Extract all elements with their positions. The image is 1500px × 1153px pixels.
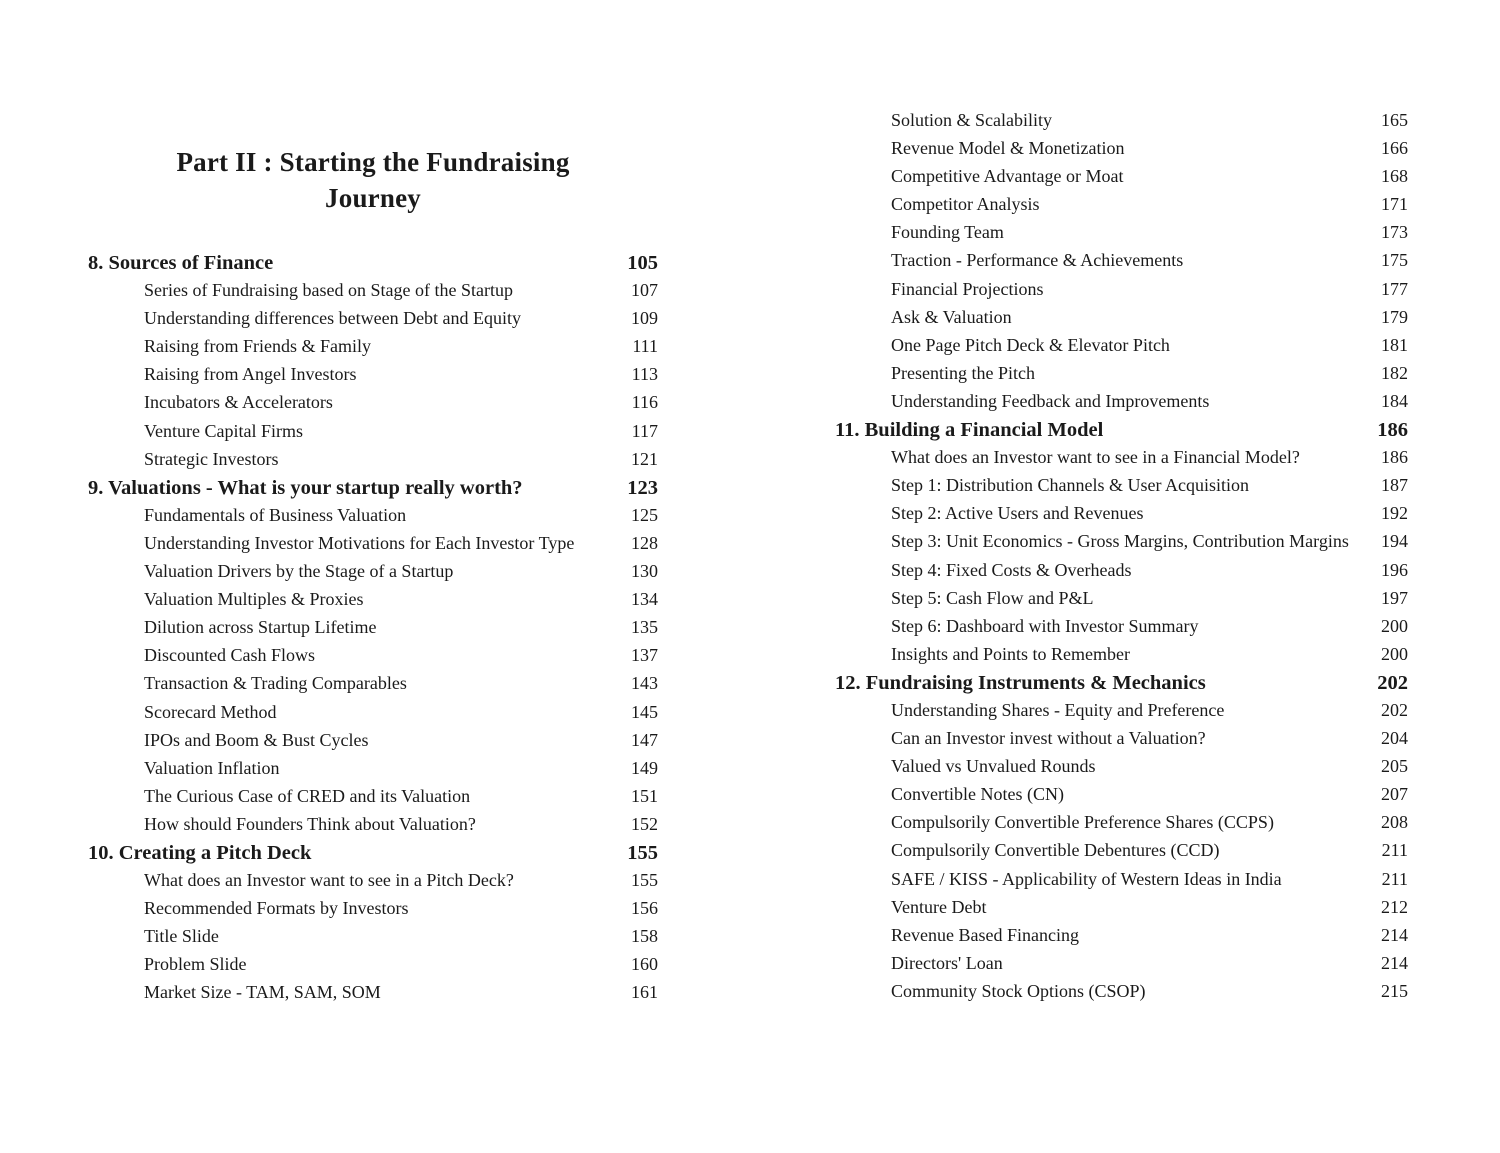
toc-item-title: Can an Investor invest without a Valuation? [891, 728, 1206, 749]
toc-page-number: 111 [632, 336, 658, 357]
toc-item-row [835, 138, 1408, 166]
toc-item-title: Understanding differences between Debt and Equity [144, 308, 522, 329]
toc-chapter-title: 9. Valuations - What is your startup really worth? [88, 476, 523, 499]
toc-item-title: Convertible Notes (CN) [891, 784, 1064, 805]
toc-item-title: Founding Team [891, 222, 1004, 243]
toc-item-title: Title Slide [144, 926, 219, 947]
toc-item-title: Step 2: Active Users and Revenues [891, 503, 1144, 524]
toc-page-number: 182 [1381, 362, 1408, 383]
toc-page-number: 179 [1381, 306, 1408, 327]
toc-item-row [88, 336, 658, 364]
toc-page-number: 116 [631, 392, 658, 413]
toc-item-row [88, 280, 658, 308]
toc-page-number: 205 [1381, 756, 1408, 777]
toc-item-title: Community Stock Options (CSOP) [891, 980, 1146, 1001]
toc-page-number: 128 [631, 532, 658, 553]
toc-item-title: Step 6: Dashboard with Investor Summary [891, 615, 1199, 636]
toc-item-title: Directors' Loan [891, 952, 1003, 973]
toc-item-row [835, 953, 1408, 981]
toc-item-row [835, 279, 1408, 307]
toc-item-row [835, 531, 1408, 559]
toc-item-row [88, 364, 658, 392]
toc-item-title: Valued vs Unvalued Rounds [891, 756, 1096, 777]
toc-page-number: 166 [1381, 138, 1408, 159]
toc-item-row [88, 954, 658, 982]
toc-item-row [88, 786, 658, 814]
toc-page-number: 107 [631, 280, 658, 301]
toc-page-number: 171 [1381, 194, 1408, 215]
toc-item-row [88, 730, 658, 758]
toc-page-number: 200 [1381, 615, 1408, 636]
toc-chapter-title: 12. Fundraising Instruments & Mechanics [835, 671, 1206, 694]
toc-page-number: 173 [1381, 222, 1408, 243]
toc-item-row [835, 560, 1408, 588]
toc-page-number: 152 [631, 813, 658, 834]
toc-item-row [835, 897, 1408, 925]
toc-page-number: 181 [1381, 334, 1408, 355]
toc-item-title: Recommended Formats by Investors [144, 898, 409, 919]
toc-page-number: 160 [631, 954, 658, 975]
toc-item-title: The Curious Case of CRED and its Valuation [144, 785, 471, 806]
toc-item-row [88, 814, 658, 842]
toc-page-number: 121 [631, 448, 658, 469]
toc-item-row [88, 308, 658, 336]
toc-item-title: Valuation Drivers by the Stage of a Startup [144, 561, 454, 582]
toc-chapter-row [88, 842, 658, 870]
toc-page-number: 145 [631, 701, 658, 722]
toc-page-number: 165 [1381, 110, 1408, 130]
toc-item-row [835, 250, 1408, 278]
toc-item-row [88, 505, 658, 533]
toc-left-column [88, 252, 658, 1011]
toc-item-row [835, 503, 1408, 531]
toc-item-title: How should Founders Think about Valuation? [144, 813, 476, 834]
toc-page-number: 175 [1381, 250, 1408, 271]
toc-right-column [835, 110, 1408, 1009]
toc-item-title: Step 5: Cash Flow and P&L [891, 587, 1094, 608]
toc-item-row [835, 616, 1408, 644]
toc-item-row [835, 981, 1408, 1009]
toc-item-title: Raising from Angel Investors [144, 364, 357, 385]
toc-page-number: 177 [1381, 278, 1408, 299]
toc-item-row [88, 645, 658, 673]
toc-item-title: IPOs and Boom & Bust Cycles [144, 729, 369, 750]
toc-item-title: Understanding Feedback and Improvements [891, 390, 1210, 411]
toc-item-title: Problem Slide [144, 954, 247, 975]
toc-item-title: What does an Investor want to see in a Pitch Deck? [144, 870, 514, 891]
toc-item-row [835, 391, 1408, 419]
toc-page-number: 135 [631, 617, 658, 638]
toc-page-number: 105 [627, 252, 658, 274]
toc-page-number: 204 [1381, 728, 1408, 749]
toc-chapter-row [835, 419, 1408, 447]
toc-item-row [88, 589, 658, 617]
toc-page-number: 192 [1381, 503, 1408, 524]
toc-item-row [88, 982, 658, 1010]
toc-chapter-title: 10. Creating a Pitch Deck [88, 841, 312, 864]
toc-page-number: 200 [1381, 643, 1408, 664]
toc-page-number: 202 [1381, 699, 1408, 720]
toc-page-number: 215 [1381, 980, 1408, 1001]
toc-page-number: 211 [1381, 868, 1408, 889]
toc-item-title: Compulsorily Convertible Debentures (CCD) [891, 840, 1220, 861]
toc-item-title: Step 3: Unit Economics - Gross Margins, Contribution Margins [891, 531, 1349, 552]
toc-item-title: Competitive Advantage or Moat [891, 166, 1124, 187]
toc-page-number: 211 [1381, 840, 1408, 861]
part-title-line2: Journey [325, 183, 421, 213]
part-title-line1: Part II : Starting the Fundraising [176, 147, 570, 177]
toc-item-row [88, 758, 658, 786]
toc-page-number: 125 [631, 504, 658, 525]
toc-page-number: 143 [631, 673, 658, 694]
toc-page-number: 149 [631, 757, 658, 778]
toc-page-number: 113 [631, 364, 658, 385]
toc-item-row [835, 812, 1408, 840]
toc-item-title: Compulsorily Convertible Preference Shares (CCPS) [891, 812, 1274, 833]
toc-page-number: 130 [631, 561, 658, 582]
toc-item-row [835, 869, 1408, 897]
toc-page-number: 137 [631, 645, 658, 666]
toc-item-row [835, 756, 1408, 784]
toc-item-row [88, 561, 658, 589]
toc-chapter-row [88, 252, 658, 280]
toc-item-title: Venture Capital Firms [144, 420, 303, 441]
toc-item-title: Incubators & Accelerators [144, 392, 333, 413]
toc-item-row [835, 925, 1408, 953]
toc-item-row [835, 700, 1408, 728]
toc-chapter-row [88, 477, 658, 505]
toc-item-row [835, 222, 1408, 250]
toc-item-row [835, 110, 1408, 138]
toc-page-number: 158 [631, 926, 658, 947]
toc-item-row [88, 898, 658, 926]
toc-item-title: Competitor Analysis [891, 194, 1040, 215]
toc-page-number: 161 [631, 982, 658, 1003]
toc-item-row [835, 194, 1408, 222]
toc-item-row [835, 588, 1408, 616]
toc-item-title: Traction - Performance & Achievements [891, 250, 1184, 271]
part-title [88, 144, 658, 216]
toc-page-number: 109 [631, 308, 658, 329]
toc-item-row [88, 421, 658, 449]
toc-item-title: Dilution across Startup Lifetime [144, 617, 377, 638]
toc-item-title: Scorecard Method [144, 701, 277, 722]
toc-chapter-title: 11. Building a Financial Model [835, 419, 1104, 442]
toc-page-number: 156 [631, 898, 658, 919]
toc-item-row [88, 617, 658, 645]
toc-item-title: Revenue Model & Monetization [891, 138, 1125, 159]
toc-page-number: 212 [1381, 896, 1408, 917]
toc-page-number: 187 [1381, 475, 1408, 496]
toc-page-number: 155 [631, 870, 658, 891]
toc-chapter-title: 8. Sources of Finance [88, 252, 274, 274]
toc-page-number: 123 [627, 476, 658, 499]
toc-item-row [835, 840, 1408, 868]
toc-item-title: Strategic Investors [144, 448, 279, 469]
toc-page-number: 197 [1381, 587, 1408, 608]
toc-item-row [835, 784, 1408, 812]
toc-item-title: Valuation Inflation [144, 757, 280, 778]
toc-item-title: Understanding Shares - Equity and Preference [891, 699, 1225, 720]
toc-item-title: Revenue Based Financing [891, 924, 1079, 945]
toc-item-row [88, 870, 658, 898]
toc-page-number: 134 [631, 589, 658, 610]
toc-item-title: Financial Projections [891, 278, 1044, 299]
toc-page-number: 186 [1381, 447, 1408, 468]
toc-page-number: 184 [1381, 390, 1408, 411]
toc-item-title: One Page Pitch Deck & Elevator Pitch [891, 334, 1170, 355]
toc-item-title: Raising from Friends & Family [144, 336, 371, 357]
toc-page-number: 214 [1381, 952, 1408, 973]
toc-item-title: What does an Investor want to see in a Financial Model? [891, 447, 1300, 468]
toc-item-row [88, 449, 658, 477]
toc-item-row [835, 475, 1408, 503]
toc-item-row [835, 447, 1408, 475]
toc-item-title: Series of Fundraising based on Stage of the Startup [144, 280, 513, 301]
toc-item-row [88, 673, 658, 701]
toc-page-number: 147 [631, 729, 658, 750]
toc-item-row [88, 533, 658, 561]
toc-item-title: Solution & Scalability [891, 110, 1052, 130]
toc-item-row [835, 728, 1408, 756]
toc-item-title: Valuation Multiples & Proxies [144, 589, 364, 610]
toc-item-row [88, 702, 658, 730]
toc-item-row [88, 926, 658, 954]
toc-page-number: 214 [1381, 924, 1408, 945]
toc-item-title: Market Size - TAM, SAM, SOM [144, 982, 381, 1003]
toc-item-row [835, 307, 1408, 335]
toc-page-number: 117 [631, 420, 658, 441]
toc-page-number: 151 [631, 785, 658, 806]
toc-item-title: Step 1: Distribution Channels & User Acquisition [891, 475, 1249, 496]
toc-page-number: 168 [1381, 166, 1408, 187]
toc-page-number: 186 [1377, 419, 1408, 442]
toc-item-title: Venture Debt [891, 896, 987, 917]
toc-item-row [835, 335, 1408, 363]
toc-item-title: Step 4: Fixed Costs & Overheads [891, 559, 1132, 580]
toc-item-row [835, 644, 1408, 672]
toc-item-title: Transaction & Trading Comparables [144, 673, 407, 694]
toc-page-number: 207 [1381, 784, 1408, 805]
toc-item-row [835, 363, 1408, 391]
toc-page-number: 202 [1377, 671, 1408, 694]
toc-chapter-row [835, 672, 1408, 700]
toc-item-row [88, 392, 658, 420]
toc-item-title: Discounted Cash Flows [144, 645, 315, 666]
toc-page-number: 155 [627, 841, 658, 864]
toc-item-title: Fundamentals of Business Valuation [144, 504, 407, 525]
toc-page-number: 196 [1381, 559, 1408, 580]
toc-item-title: Ask & Valuation [891, 306, 1012, 327]
toc-item-title: Presenting the Pitch [891, 362, 1035, 383]
toc-item-title: Understanding Investor Motivations for Each Investor Type [144, 532, 575, 553]
toc-item-title: Insights and Points to Remember [891, 643, 1130, 664]
toc-item-title: SAFE / KISS - Applicability of Western Ideas in India [891, 868, 1282, 889]
toc-item-row [835, 166, 1408, 194]
toc-page-number: 194 [1381, 531, 1408, 552]
toc-page-number: 208 [1381, 812, 1408, 833]
